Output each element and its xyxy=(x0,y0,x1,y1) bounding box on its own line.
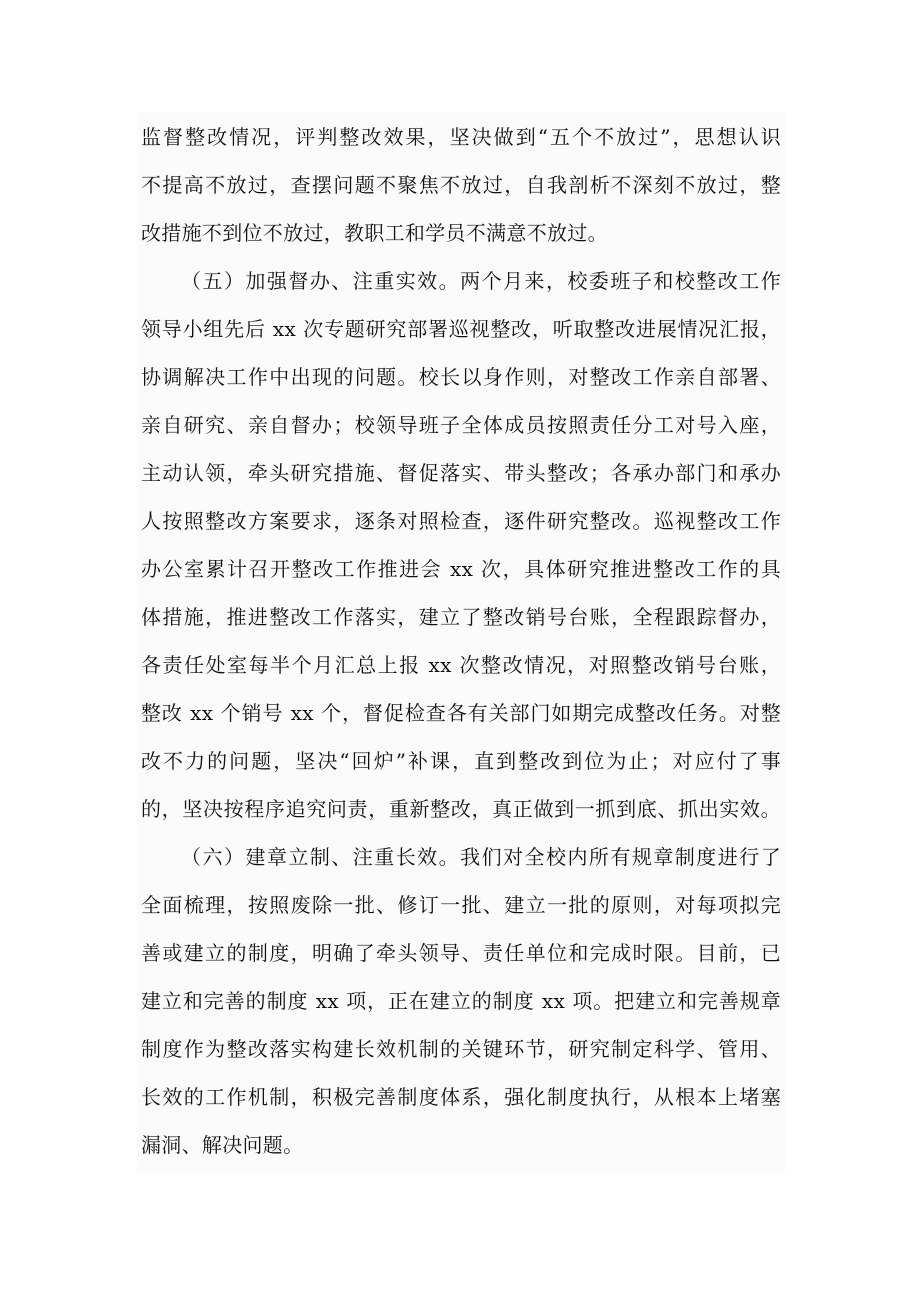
text-line: 整改 xx 个销号 xx 个，督促检查各有关部门如期完成整改任务。对整 xyxy=(141,701,781,725)
text-line: 主动认领，牵头研究措施、督促落实、带头整改；各承办部门和承办 xyxy=(141,461,781,485)
section-heading-line: （五）加强督办、注重实效。两个月来，校委班子和校整改工作 xyxy=(181,269,781,293)
text-line: 体措施，推进整改工作落实，建立了整改销号台账，全程跟踪督办， xyxy=(141,605,781,629)
text-line: 漏洞、解决问题。 xyxy=(141,1133,304,1157)
text-line: 办公室累计召开整改工作推进会 xx 次，具体研究推进整改工作的具 xyxy=(141,557,781,581)
text-line: 不提高不放过，查摆问题不聚焦不放过，自我剖析不深刻不放过，整 xyxy=(141,173,781,197)
text-line: 的，坚决按程序追究问责，重新整改，真正做到一抓到底、抓出实效。 xyxy=(141,797,781,821)
text-line: 全面梳理，按照废除一批、修订一批、建立一批的原则，对每项拟完 xyxy=(141,893,781,917)
section-heading-line: （六）建章立制、注重长效。我们对全校内所有规章制度进行了 xyxy=(181,845,781,869)
text-line: 善或建立的制度，明确了牵头领导、责任单位和完成时限。目前，已 xyxy=(141,941,781,965)
text-line: 各责任处室每半个月汇总上报 xx 次整改情况，对照整改销号台账， xyxy=(141,653,781,677)
text-line: 制度作为整改落实构建长效机制的关键环节，研究制定科学、管用、 xyxy=(141,1037,781,1061)
text-line: 长效的工作机制，积极完善制度体系，强化制度执行，从根本上堵塞 xyxy=(141,1085,781,1109)
text-line: 协调解决工作中出现的问题。校长以身作则，对整改工作亲自部署、 xyxy=(141,365,781,389)
text-line: 领导小组先后 xx 次专题研究部署巡视整改，听取整改进展情况汇报， xyxy=(141,317,781,341)
text-line: 建立和完善的制度 xx 项，正在建立的制度 xx 项。把建立和完善规章 xyxy=(141,989,781,1013)
text-line: 人按照整改方案要求，逐条对照检查，逐件研究整改。巡视整改工作 xyxy=(141,509,781,533)
text-line: 改措施不到位不放过，教职工和学员不满意不放过。 xyxy=(141,221,608,245)
text-line: 亲自研究、亲自督办；校领导班子全体成员按照责任分工对号入座， xyxy=(141,413,781,437)
text-line: 监督整改情况，评判整改效果，坚决做到“五个不放过”，思想认识 xyxy=(141,125,781,149)
text-line: 改不力的问题，坚决“回炉”补课，直到整改到位为止；对应付了事 xyxy=(141,749,781,773)
